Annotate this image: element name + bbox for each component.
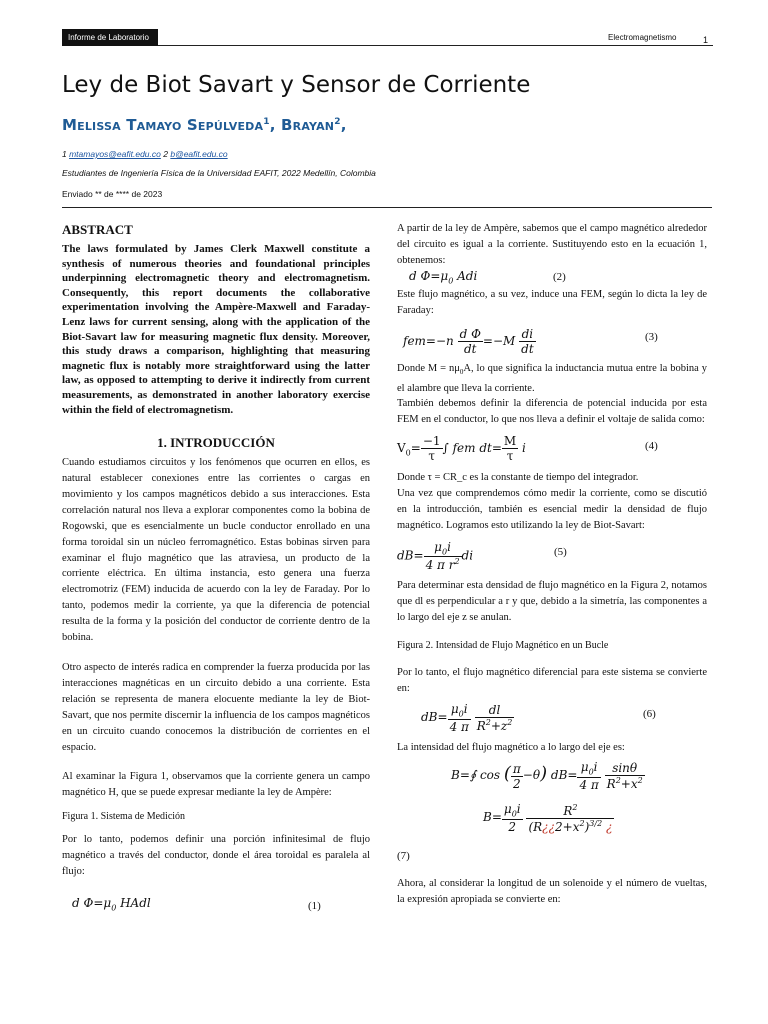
equation-5-number: (5) [554,545,567,558]
right-paragraph-10: Ahora, al considerar la longitud de un solenoide y el número de vueltas, la expresión apropiada se convierte en: [397,878,707,906]
author-1-affil: 1 [263,117,270,127]
header-rule [158,45,713,46]
author-list [62,116,347,134]
intro-paragraph-4: Por lo tanto, podemos definir una porción infinitesimal de flujo magnético a través del conductor, donde el área toroidal es paralela al flujo: [62,834,370,878]
right-paragraph-7: Para determinar esta densidad de flujo magnético en la Figura 2, notamos que dl es perpendicular a r y que, debido a la simetría, las componentes a lo largo del eje z se anulan. [397,579,707,623]
equation-2: d $\Phi=\mu_0$ Adi (2) [409,268,566,286]
right-paragraph-3 [397,361,707,397]
page-title: Ley de Biot Savart y Sensor de Corriente [62,72,531,98]
equation-6: dB= $\frac{\mu_0i}{4 \pi}$ $\frac{dl}{R^2+z^2}$ (6) [421,702,656,734]
equation-5: dB= $\frac{\mu_0i}{4 \pi r^2}$ di (5) [397,539,567,573]
email-link-2[interactable]: b@eafit.edu.co [170,149,228,159]
intro-paragraph-1: Cuando estudiamos circuitos y los fenómenos que ocurren en ellos, es natural establecer conexiones entre las corrientes o cargas en movimiento y los campos magnéticos debido a sus interacciones. Esta correlación natural nos lleva a explorar componentes como la bobina de Rogowski, que es esencialmente un bucle conductor enrollado en una forma toroidal sin un núcleo ferromagnético. Estas bobinas sirven para examinar el flujo magnético que las atraviesa, un producto de la corriente eléctrica. En última instancia, esto genera una fuerza electromotriz (FEM) inducida de acuerdo con la ley de Faraday. Por lo tanto, podemos medir la corriente, ya que la diferencia de potencial resulta de la forma y la posición del conductor de corriente dentro de la bobina. [62,457,370,644]
contact-1-index: 1 [62,149,70,159]
author-separator: , [269,116,282,134]
equation-7-number: (7) [397,850,410,863]
right-paragraph-9: La intensidad del flujo magnético a lo largo del eje es: [397,742,625,754]
intro-heading: 1. INTRODUCCIÓN [157,435,275,451]
figure-2-caption: Figura 2. Intensidad de Flujo Magnético en un Bucle [397,639,609,651]
right-paragraph-2: Este flujo magnético, a su vez, induce una FEM, según lo dicta la ley de Faraday: [397,288,707,316]
figure-1-caption: Figura 1. Sistema de Medición [62,811,186,823]
title-rule [62,207,712,208]
equation-3-number: (3) [645,330,658,343]
right-paragraph-4: También debemos definir la diferencia de potencial inducida por esta FEM en el conductor, lo que nos lleva a definir el voltaje de salida como: [397,398,707,426]
equation-6-number: (6) [643,708,656,721]
intro-paragraph-2: Otro aspecto de interés radica en comprender la fuerza producida por las interacciones magnéticas en un circuito debido a una corriente. Esta relación se representa de manera elocuente mediante la ley de Biot-Savart, que nos permite discernir la influencia de los campos magnéticos en un circuito cuando conocemos la distribución de corrientes en el espacio. [62,662,370,753]
mutual-inductance-rest: A, lo que significa la inductancia mutua entre la bobina y el alambre que lleva la corriente. [397,362,707,394]
equation-3: fem=−n $\frac{\text{d Φ}}{dt}$ =−M $\frac{di}{dt}$ (3) [403,326,658,356]
abstract-heading: ABSTRACT [62,222,133,237]
right-paragraph-5: Donde τ = CR_c es la constante de tiempo del integrador. [397,472,639,484]
author-2-affil: 2 [334,117,341,127]
mutual-inductance-prefix: Donde M = nμ [397,362,460,374]
author-1: Melissa Tamayo Sepúlveda [62,116,264,134]
page-number: 1 [703,35,709,45]
author-list-end: , [340,116,347,134]
equation-1-number: (1) [308,899,321,912]
contact-emails [62,149,228,159]
right-paragraph-1: A partir de la ley de Ampère, sabemos que el campo magnético alrededor del circuito es igual a la corriente. Sustituyendo esto en la ecuación 1, obtenemos: [397,223,707,266]
left-column [62,222,370,922]
equation-4-number: (4) [645,440,658,453]
right-column [397,221,707,908]
equation-2-number: (2) [553,270,566,283]
email-link-1[interactable]: mtamayos@eafit.edu.co [69,149,161,159]
affiliation: Estudiantes de Ingeniería Física de la Universidad EAFIT, 2022 Medellín, Colombia [62,168,376,178]
abstract-text: The laws formulated by James Clerk Maxwell constitute a synthesis of numerous theories and foundational principles underpinning electromagnetic theory and electromagnetism. Consequently, this report documents the collaborative experimentation involving the Ampère-Maxwell and Faraday-Lenz laws for current sensing, along with the application of the Biot-Savart law for measuring magnetic flux density. Moreover, this study draws a comparison, highlighting that measuring magnetic flux is notably more straightforward using the latter law, as opposed to attempting to derive it indirectly from current measurements, as demonstrated in another laboratory exercise within the field of electromagnetism. [62,243,370,416]
submission-date: Enviado ** de **** de 2023 [62,189,163,199]
right-paragraph-6: Una vez que comprendemos cómo medir la corriente, como se discutió en la introducción, también es esencial medir la densidad de flujo magnético. Logramos esto utilizando la ley de Biot-Savart: [397,488,707,531]
contact-2-index: 2 [160,149,171,159]
header-section-label: Informe de Laboratorio [62,29,158,46]
equation-7b: B= $\frac{\mu_0i}{2}$ $\frac{R^2}{(R¿¿2+x^2)^{3/2} ¿}$ [483,802,613,834]
equation-1: d $\Phi=\mu_0$ HAdl (1) [72,895,321,913]
header-course-label: Electromagnetismo [608,33,677,42]
equation-7a: B=∮ cos ( $\frac{\pi}{2}$ −θ) dB= $\frac{\mu_0i}{4 \pi}$ $\frac{\sin\theta}{R^2+x^2}$ [451,760,643,792]
intro-paragraph-3: Al examinar la Figura 1, observamos que la corriente genera un campo magnético H, que se puede expresar mediante la ley de Ampère: [62,771,370,799]
mu-subscript: 0 [459,367,464,376]
right-paragraph-8: Por lo tanto, el flujo magnético diferencial para este sistema se convierte en: [397,666,707,694]
equation-4: $V_0=$ $\frac{-1}{\tau}$ ∫ fem dt= $\frac{M}{\tau}$ i (4) [397,434,658,464]
author-2: Brayan [281,116,335,134]
